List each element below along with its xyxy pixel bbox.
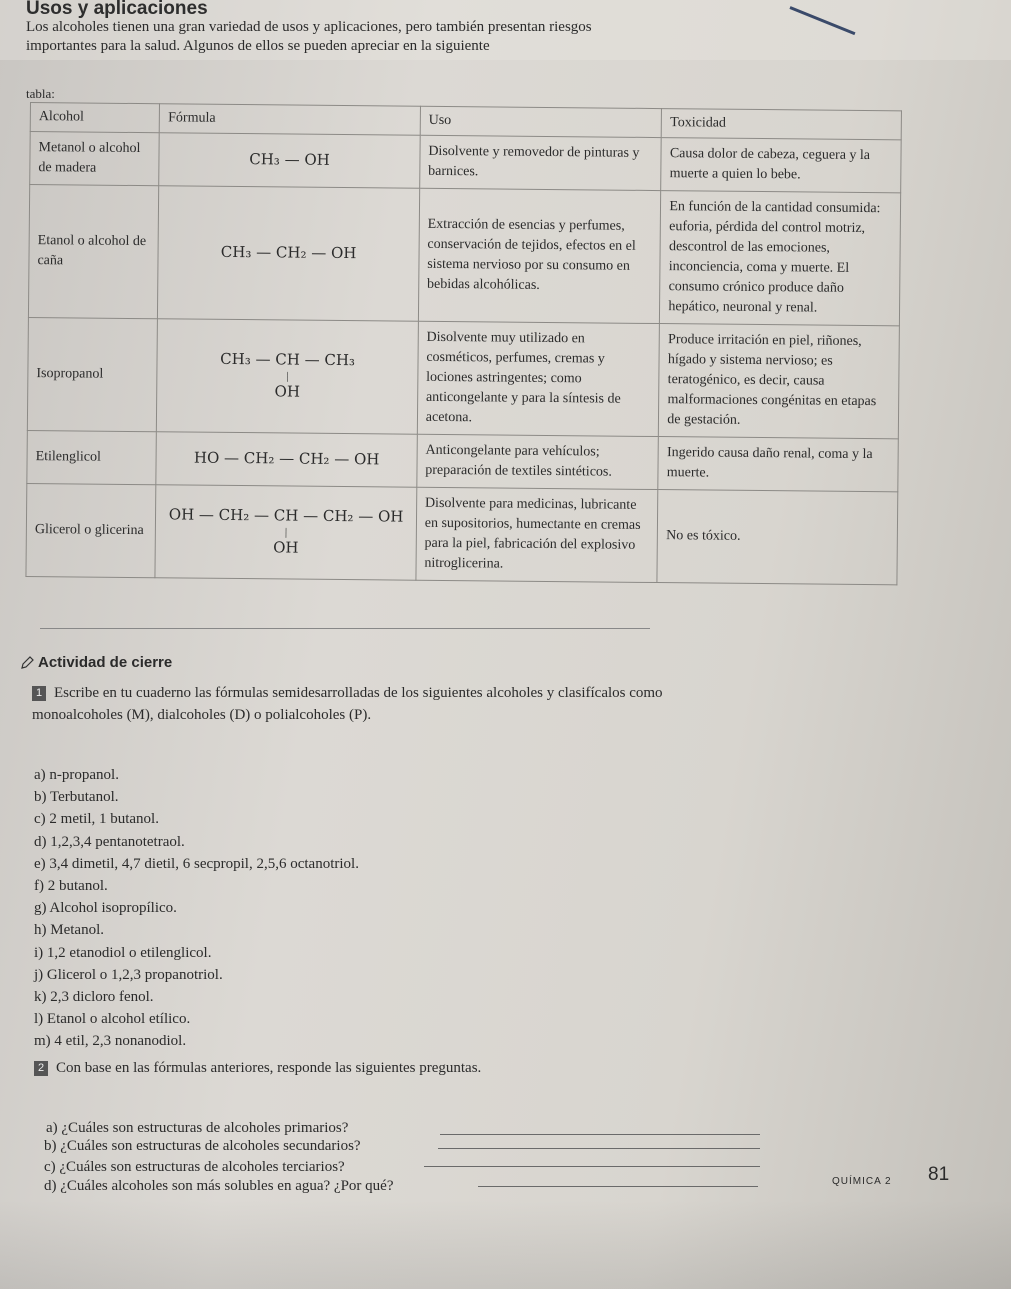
exercise-number: 1: [32, 686, 46, 701]
cell-uso: Extracción de esencias y perfumes, conservación de tejidos, efectos en el sistema nervioso por su consumo en bebidas alcohólicas.: [418, 188, 661, 323]
cell-alcohol: Etanol o alcohol de caña: [28, 185, 159, 319]
list-item: b) Terbutanol.: [34, 789, 119, 806]
list-item: m) 4 etil, 2,3 nonanodiol.: [34, 1033, 187, 1050]
header-formula: Fórmula: [160, 104, 421, 135]
cell-alcohol: Glicerol o glicerina: [26, 483, 156, 577]
table-row: [28, 185, 900, 326]
exercise-number: 2: [34, 1061, 48, 1076]
cell-uso: Anticongelante para vehículos; preparación de textiles sintéticos.: [417, 434, 659, 489]
cell-formula: OH — CH₂ — CH — CH₂ — OH | OH: [155, 485, 416, 580]
cell-toxicidad: No es tóxico.: [657, 490, 898, 585]
cell-toxicidad: Produce irritación en piel, riñones, hígado y sistema nervioso; es teratogénico, es decir, causa malformaciones congénitas en etapas de gestación.: [659, 324, 900, 439]
cell-uso: Disolvente y removedor de pinturas y barnices.: [420, 135, 662, 190]
list-item: i) 1,2 etanodiol o etilenglicol.: [34, 944, 212, 961]
cell-uso: Disolvente muy utilizado en cosméticos, perfumes, cremas y lociones astringentes; como anticongelante y para la síntesis de acetona.: [417, 321, 660, 436]
table-label: tabla:: [26, 86, 55, 101]
header-toxicidad: Toxicidad: [662, 109, 902, 140]
list-item: g) Alcohol isopropílico.: [34, 900, 177, 917]
answer-line: [424, 1166, 760, 1167]
cell-formula: CH₃ — CH — CH₃ | OH: [157, 319, 419, 434]
exercise-2-text: Con base en las fórmulas anteriores, responde las siguientes preguntas.: [56, 1060, 482, 1076]
list-item: j) Glicerol o 1,2,3 propanotriol.: [34, 966, 223, 983]
pencil-icon: [20, 656, 34, 670]
list-item: h) Metanol.: [34, 922, 104, 939]
question-d: d) ¿Cuáles alcoholes son más solubles en agua? ¿Por qué?: [44, 1178, 394, 1194]
table-row: [27, 430, 898, 491]
alcohol-table: [25, 102, 902, 585]
list-item: d) 1,2,3,4 pentanotetraol.: [34, 833, 185, 850]
cell-alcohol: Etilenglicol: [27, 430, 157, 484]
cell-alcohol: Isopropanol: [27, 317, 157, 431]
intro-paragraph: Los alcoholes tienen una gran variedad de usos y aplicaciones, pero también presentan riesgos importantes para la salud. Algunos de ellos se pueden apreciar en la siguiente: [26, 19, 592, 54]
list-item: l) Etanol o alcohol etílico.: [34, 1011, 191, 1028]
exercise-2: [34, 1060, 481, 1077]
header-alcohol: Alcohol: [30, 103, 160, 133]
question-a: a) ¿Cuáles son estructuras de alcoholes primarios?: [46, 1120, 349, 1136]
formula-branch: | OH: [274, 370, 301, 401]
answer-line: [438, 1148, 760, 1149]
divider: [40, 628, 650, 629]
formula-branch: | OH: [273, 526, 299, 557]
cell-formula: CH₃ — CH₂ — OH: [158, 186, 420, 321]
activity-title: Actividad de cierre: [38, 654, 173, 671]
section-title: Usos y aplicaciones: [26, 0, 208, 19]
exercise-1-list: [34, 764, 359, 1053]
table-row: [30, 132, 901, 193]
header-uso: Uso: [420, 106, 662, 137]
list-item: a) n-propanol.: [34, 767, 119, 783]
answer-line: [440, 1134, 760, 1135]
cell-formula: CH₃ — OH: [159, 133, 420, 188]
list-item: c) 2 metil, 1 butanol.: [34, 811, 159, 828]
answer-line: [478, 1186, 758, 1187]
question-c: c) ¿Cuáles son estructuras de alcoholes terciarios?: [44, 1159, 345, 1175]
cell-toxicidad: Ingerido causa daño renal, coma y la muerte.: [658, 437, 898, 492]
table-row: [27, 317, 899, 438]
cell-alcohol: Metanol o alcohol de madera: [30, 132, 160, 186]
exercise-1-text: Escribe en tu cuaderno las fórmulas semidesarrolladas de los siguientes alcoholes y clasifícalos como monoalcoholes (M), dialcoholes (D) o polialcoholes (P).: [32, 685, 663, 723]
exercise-1: [32, 682, 672, 726]
bottom-shadow: [0, 1200, 1011, 1289]
list-item: f) 2 butanol.: [34, 878, 108, 895]
cell-toxicidad: En función de la cantidad consumida: euforia, pérdida del control motriz, descontrol de las emociones, inconciencia, coma y muerte. El consumo crónico produce daño hepático, neuronal y renal.: [660, 191, 901, 326]
cell-toxicidad: Causa dolor de cabeza, ceguera y la muerte a quien lo bebe.: [661, 138, 901, 193]
page-number: 81: [928, 1164, 950, 1185]
question-b: b) ¿Cuáles son estructuras de alcoholes secundarios?: [44, 1138, 361, 1154]
book-title: QUÍMICA 2: [832, 1176, 892, 1187]
table-row: [26, 483, 898, 584]
cell-uso: Disolvente para medicinas, lubricante en supositorios, humectante en cremas para la piel, fabricación del explosivo nitroglicerina.: [416, 487, 658, 582]
list-item: k) 2,3 dicloro fenol.: [34, 989, 154, 1006]
list-item: e) 3,4 dimetil, 4,7 dietil, 6 secpropil, 2,5,6 octanotriol.: [34, 855, 359, 872]
cell-formula: HO — CH₂ — CH₂ — OH: [156, 432, 417, 487]
